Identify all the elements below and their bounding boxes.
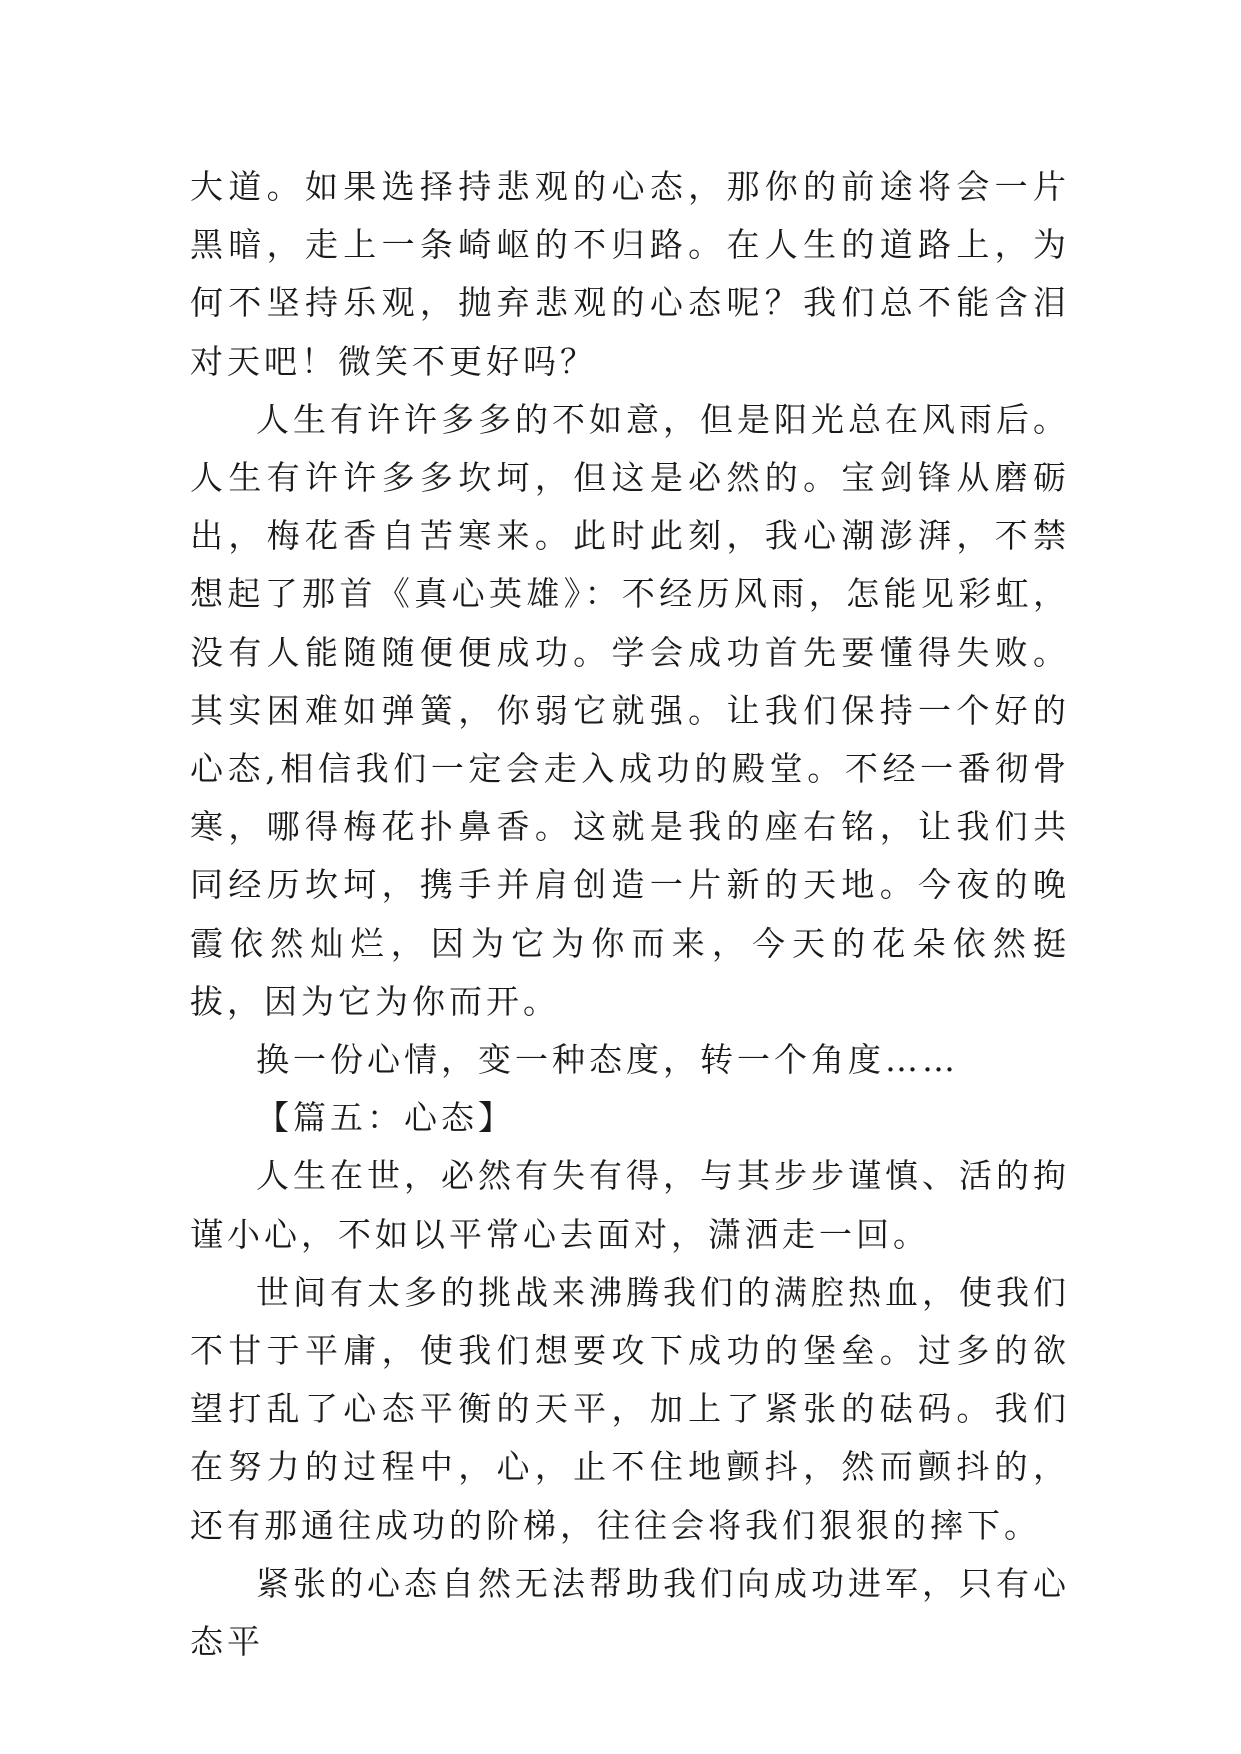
paragraph-tension: 紧张的心态自然无法帮助我们向成功进军，只有心态平	[190, 1563, 1070, 1662]
body-text	[190, 158, 1070, 1671]
paragraph-challenges: 世间有太多的挑战来沸腾我们的满腔热血，使我们不甘于平庸，使我们想要攻下成功的堡垒。过多的欲望打乱了心态平衡的天平，加上了紧张的砝码。我们在努力的过程中，心，止不住地颤抖，然而颤抖的，还有那通往成功的阶梯，往往会将我们狠狠的摔下。	[190, 1272, 1070, 1545]
paragraph-life-setbacks: 人生有许许多多的不如意，但是阳光总在风雨后。人生有许许多多坎坷，但这是必然的。宝剑锋从磨砺出，梅花香自苦寒来。此时此刻，我心潮澎湃，不禁想起了那首《真心英雄》：不经历风雨，怎能见彩虹，没有人能随随便便成功。学会成功首先要懂得失败。其实困难如弹簧，你弱它就强。让我们保持一个好的心态,相信我们一定会走入成功的殿堂。不经一番彻骨寒，哪得梅花扑鼻香。这就是我的座右铭，让我们共同经历坎坷，携手并肩创造一片新的天地。今夜的晚霞依然灿烂，因为它为你而来，今天的花朵依然挺拔，因为它为你而开。	[190, 399, 1070, 1021]
paragraph-continuation: 大道。如果选择持悲观的心态，那你的前途将会一片黑暗，走上一条崎岖的不归路。在人生的道路上，为何不坚持乐观，抛弃悲观的心态呢？我们总不能含泪对天吧！微笑不更好吗？	[190, 167, 1070, 381]
section-heading: 【篇五：心态】	[256, 1098, 515, 1138]
paragraph-life-in-world: 人生在世，必然有失有得，与其步步谨慎、活的拘谨小心，不如以平常心去面对，潇洒走一回。	[190, 1156, 1070, 1254]
paragraph-change-mood: 换一份心情，变一种态度，转一个角度……	[256, 1040, 959, 1080]
